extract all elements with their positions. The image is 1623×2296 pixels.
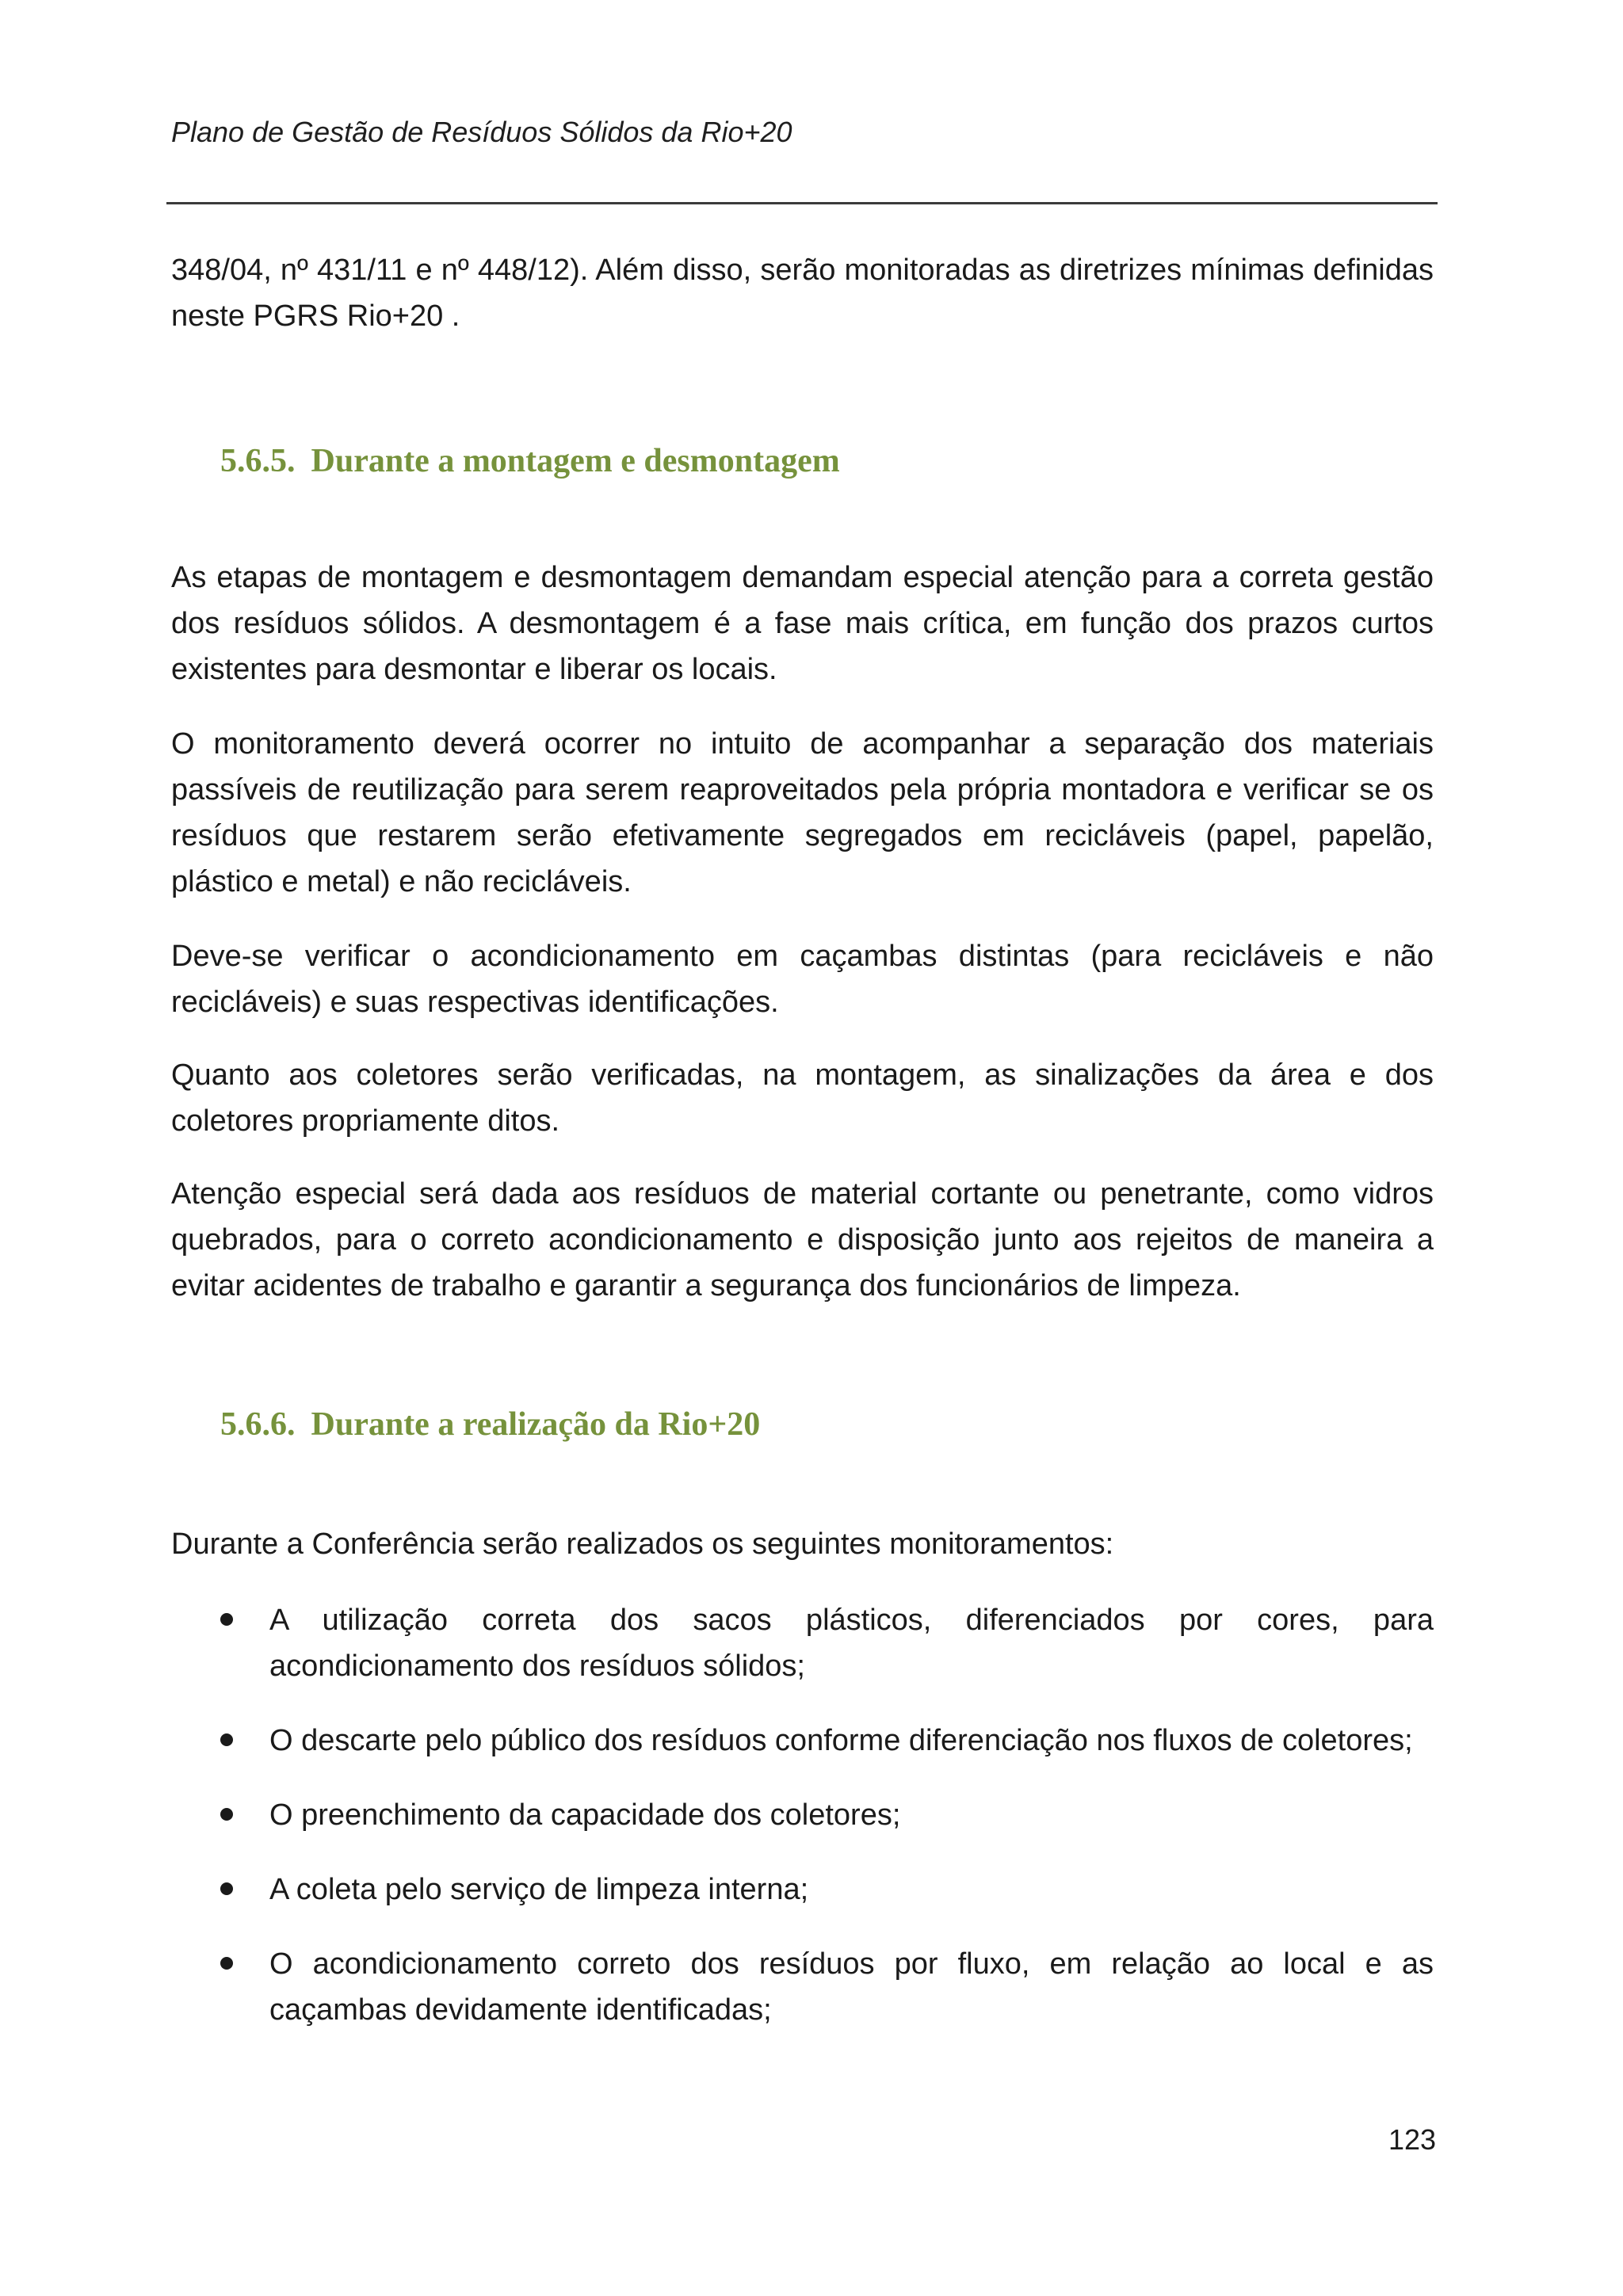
intro-paragraph: 348/04, nº 431/11 e nº 448/12). Além disso, serão monitoradas as diretrizes mínimas definidas neste PGRS Rio+20 . [171, 254, 1434, 333]
list-item-text: O preenchimento da capacidade dos coletores; [269, 1798, 901, 1832]
bullet-icon [220, 1882, 233, 1895]
section-565-paragraph-1-block [171, 555, 1434, 692]
section-565-paragraph: Atenção especial será dada aos resíduos de material cortante ou penetrante, como vidros quebrados, para o correto acondicionamento e disposição junto aos rejeitos de maneira a evitar acidentes de trabalho e garantir a segurança dos funcionários de limpeza. [171, 1177, 1434, 1302]
list-item [214, 1941, 1434, 2033]
bullet-icon [220, 1957, 233, 1970]
page-number: 123 [1388, 2123, 1437, 2156]
section-566-intro-block [171, 1521, 1434, 1567]
section-565-heading [220, 442, 840, 480]
monitoring-list [214, 1597, 1434, 2033]
section-565-paragraph: Quanto aos coletores serão verificadas, na montagem, as sinalizações da área e dos coletores propriamente ditos. [171, 1058, 1434, 1138]
list-item [214, 1867, 1434, 1913]
section-565-paragraph: As etapas de montagem e desmontagem demandam especial atenção para a correta gestão dos resíduos sólidos. A desmontagem é a fase mais crítica, em função dos prazos curtos existentes para desmontar e liberar os locais. [171, 561, 1434, 686]
list-item-text: O descarte pelo público dos resíduos conforme diferenciação nos fluxos de coletores; [269, 1724, 1413, 1757]
section-565-title: Durante a montagem e desmontagem [311, 443, 840, 479]
list-item-text: A utilização correta dos sacos plásticos, diferenciados por cores, para acondicionamento dos resíduos sólidos; [269, 1604, 1434, 1683]
list-item-text: O acondicionamento correto dos resíduos por fluxo, em relação ao local e as caçambas devidamente identificadas; [269, 1947, 1434, 2027]
section-565-number: 5.6.5. [220, 443, 296, 479]
list-item [214, 1792, 1434, 1838]
list-item-text: A coleta pelo serviço de limpeza interna; [269, 1873, 809, 1906]
intro-paragraph-block [171, 247, 1434, 339]
section-565-paragraph-5-block [171, 1171, 1434, 1309]
list-item [214, 1718, 1434, 1764]
header-divider [166, 202, 1438, 204]
bullet-icon [220, 1613, 233, 1626]
section-566-intro: Durante a Conferência serão realizados os seguintes monitoramentos: [171, 1527, 1114, 1561]
list-item [214, 1597, 1434, 1689]
bullet-icon [220, 1808, 233, 1821]
section-565-paragraph: Deve-se verificar o acondicionamento em caçambas distintas (para recicláveis e não recicláveis) e suas respectivas identificações. [171, 940, 1434, 1019]
section-565-paragraph: O monitoramento deverá ocorrer no intuito de acompanhar a separação dos materiais passíveis de reutilização para serem reaproveitados pela própria montadora e verificar se os resíduos que restarem serão efetivamente segregados em recicláveis (papel, papelão, plástico e metal) e não recicláveis. [171, 727, 1434, 898]
section-566-title: Durante a realização da Rio+20 [311, 1406, 761, 1443]
running-header: Plano de Gestão de Resíduos Sólidos da Rio+20 [171, 116, 792, 148]
bullet-icon [220, 1733, 233, 1746]
section-565-paragraph-4-block [171, 1052, 1434, 1144]
section-565-paragraph-3-block [171, 933, 1434, 1025]
section-566-heading [220, 1405, 760, 1444]
section-565-paragraph-2-block [171, 721, 1434, 905]
section-566-number: 5.6.6. [220, 1406, 296, 1443]
